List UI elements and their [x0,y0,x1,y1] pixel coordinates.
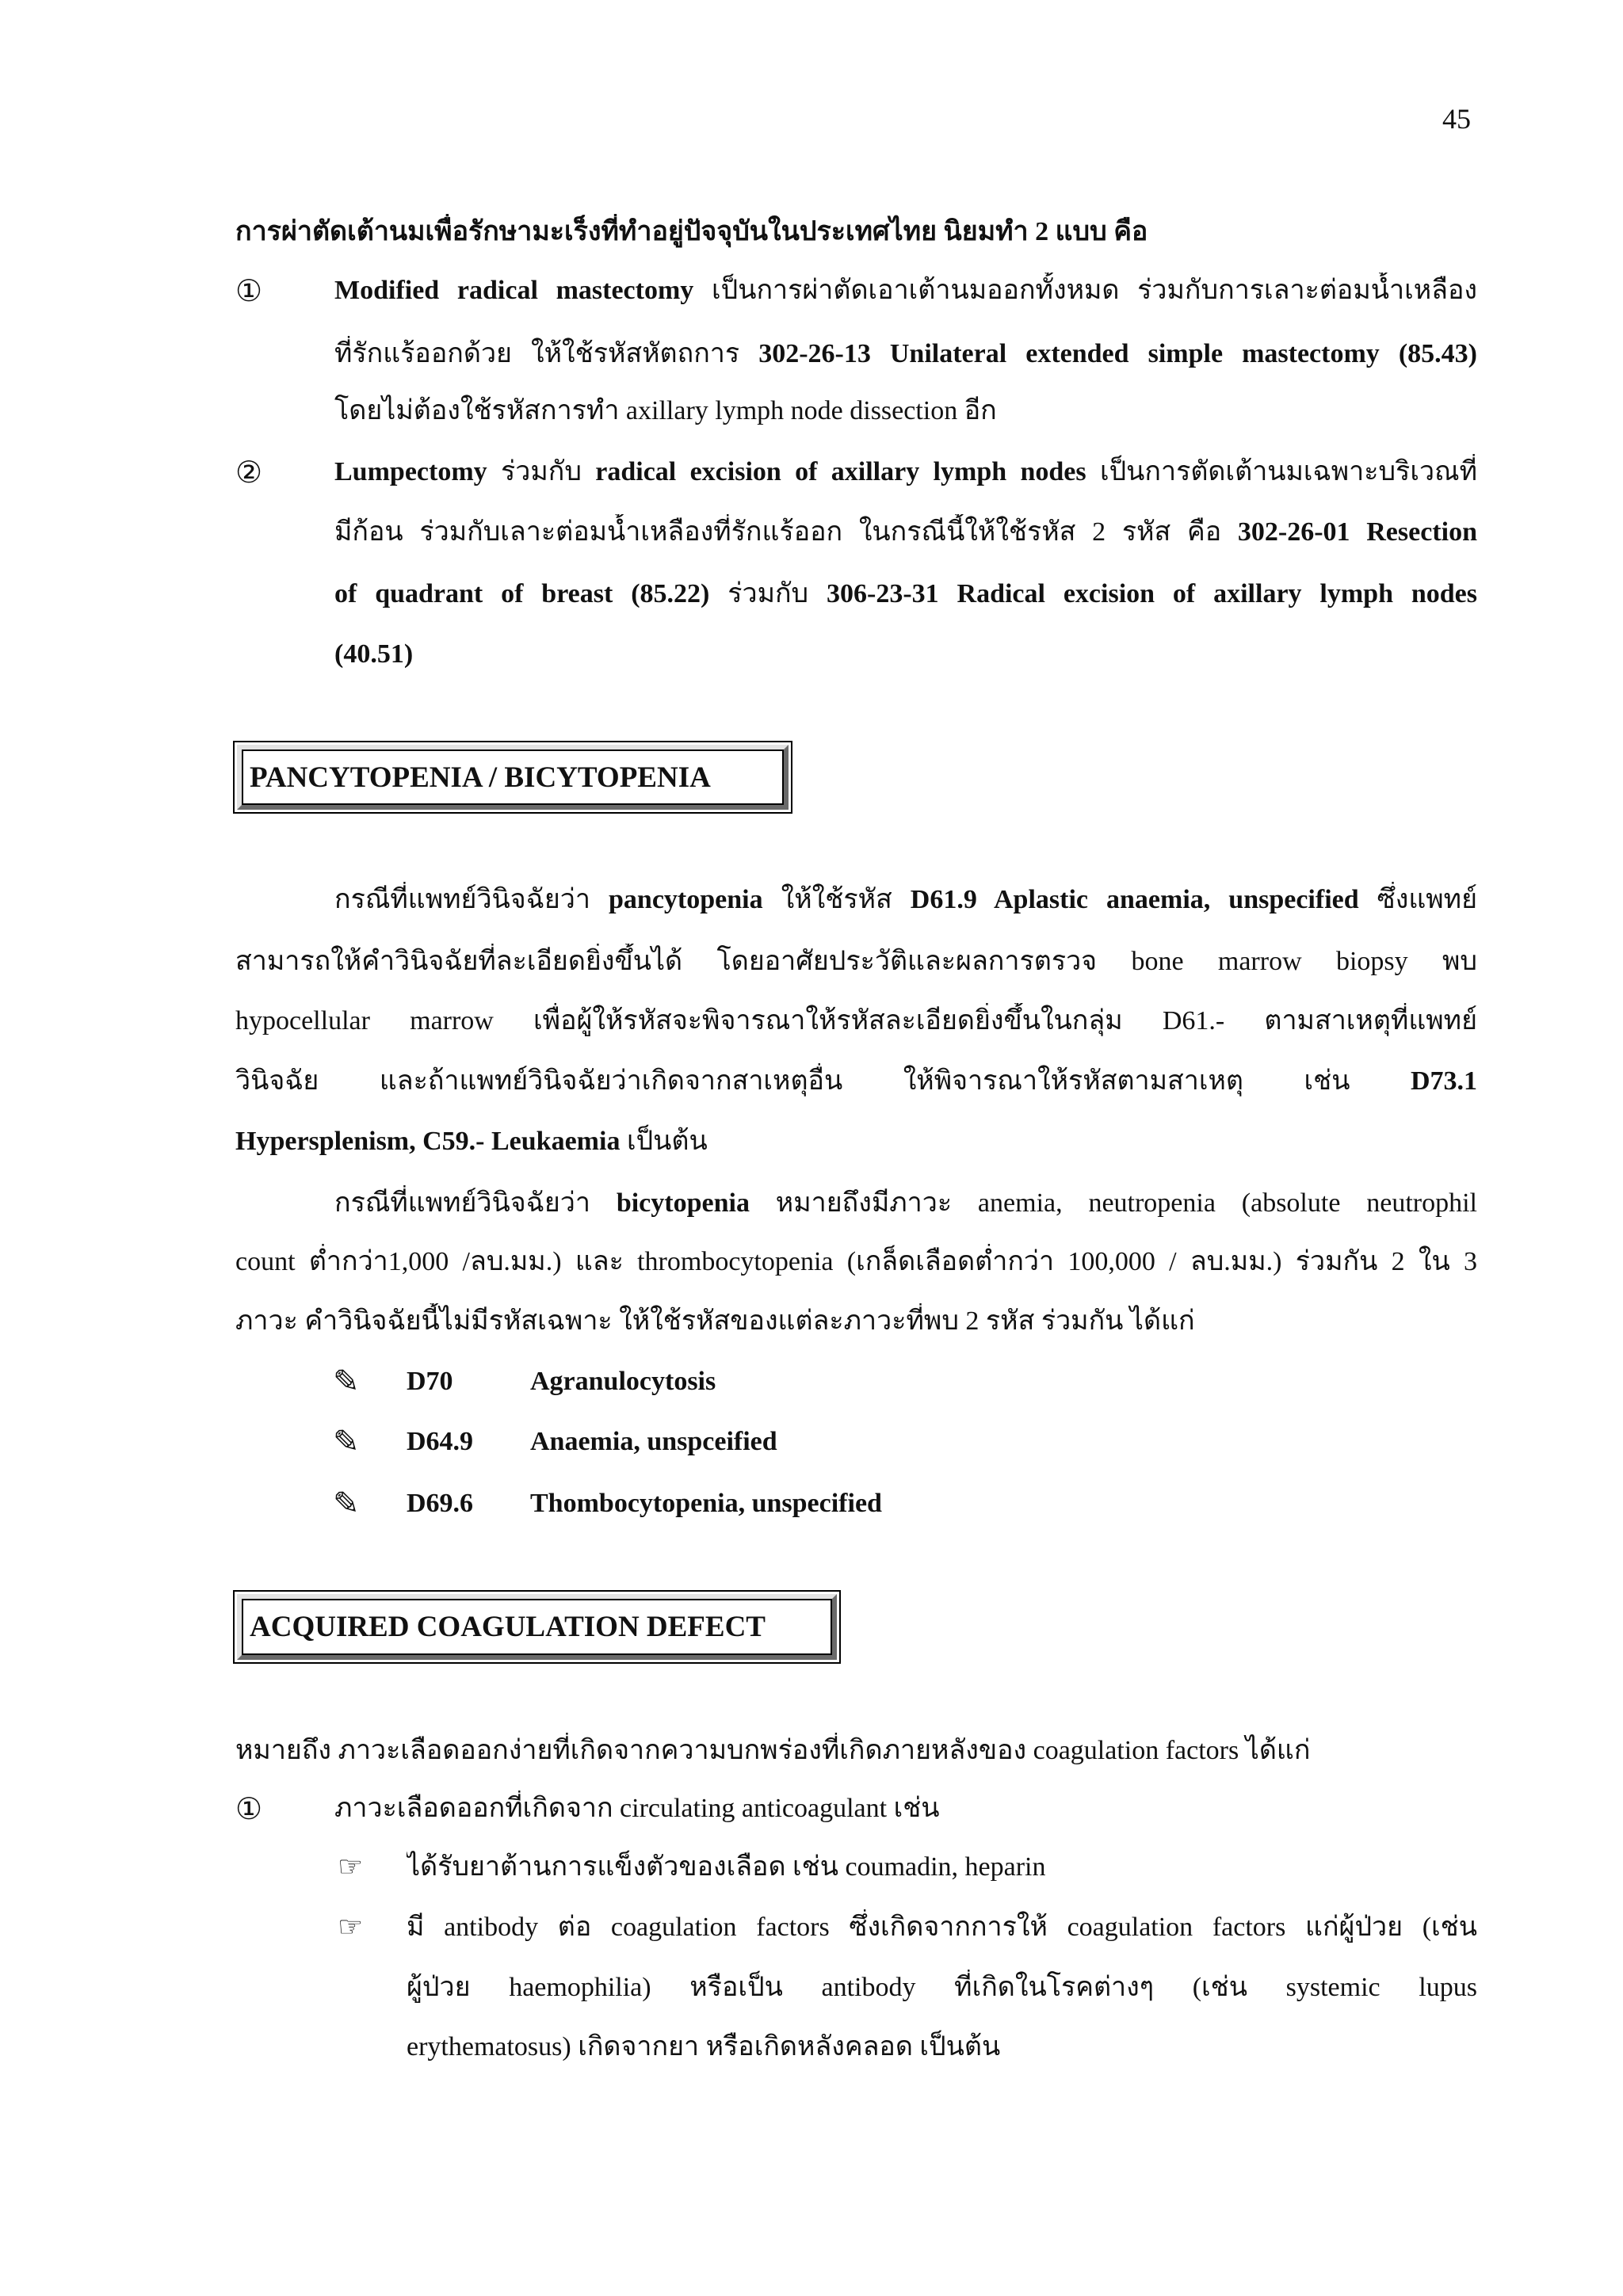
circled-number-2-marker: ② [235,455,263,490]
cause-item-line: ภาวะเลือดออกที่เกิดจาก circulating anticoagulant เช่น [334,1794,940,1823]
procedure-item-2-line [334,514,1477,551]
text-run: เป็นต้น [620,1127,708,1156]
paragraph-line [235,944,1477,980]
circled-number-1-marker: ① [235,273,263,308]
diagnosis-code: D69.6 [407,1489,474,1518]
section-title: PANCYTOPENIA / BICYTOPENIA [250,761,711,794]
text-run: กรณีที่แพทย์วินิจฉัยว่า [334,1188,617,1218]
section-box-pancytopenia [233,741,792,814]
text-run: hypocellular marrow เพื่อผู้ให้รหัสจะพิจารณาให้รหัสละเอียดยิ่งขึ้นในกลุ่ม D61.- ตามสาเหตุที่แพทย์ [235,1006,1477,1035]
text-run: count ต่ำกว่า1,000 /ลบ.มม.) และ thrombocytopenia (เกล็ดเลือดต่ำกว่า 100,000 / ลบ.มม.) ร่วมกัน 2 ใน 3 [235,1247,1477,1276]
text-run: โดยไม่ต้องใช้รหัสการทำ axillary lymph node dissection อีก [334,396,997,425]
section-title: ACQUIRED COAGULATION DEFECT [250,1611,766,1643]
intro-heading: การผ่าตัดเต้านมเพื่อรักษามะเร็งที่ทำอยู่ปัจจุบันในประเทศไทย นิยมทำ 2 แบบ คือ [235,217,1148,246]
procedure-item-1-line [334,393,1477,429]
procedure-item-2-line [334,454,1477,490]
procedure-item-1-line [334,336,1477,372]
paragraph-line [334,1185,1477,1222]
bold-text-run: 302-26-01 Resection [1237,517,1477,547]
diagnosis-name: Agranulocytosis [530,1367,716,1396]
bold-text-run: Hypersplenism, C59.- Leukaemia [235,1127,621,1156]
pencil-icon: ✎ [333,1424,360,1460]
paragraph-line [235,1063,1477,1100]
diagnosis-code: D64.9 [407,1427,474,1456]
procedure-item-1-line [334,273,1477,309]
box-face [242,749,784,805]
bold-text-run: of quadrant of breast (85.22) [334,579,710,608]
bold-text-run: D73.1 [1410,1066,1477,1096]
pencil-icon: ✎ [333,1486,360,1522]
procedure-item-2-line [334,636,1477,673]
bold-text-run: (40.51) [334,639,414,669]
paragraph-line [235,1003,1477,1039]
text-run: erythematosus) เกิดจากยา หรือเกิดหลังคลอด เป็นต้น [407,2032,1001,2061]
text-run: มี antibody ต่อ coagulation factors ซึ่งเกิดจากการให้ coagulation factors แก่ผู้ป่วย (เช่น [407,1913,1477,1942]
box-bevel-frame [237,1594,837,1660]
bold-text-run: 302-26-13 Unilateral extended simple mastectomy (85.43) [758,339,1477,368]
paragraph-line [235,1303,1477,1340]
diagnosis-name: Anaemia, unspceified [530,1427,777,1456]
diagnosis-name: Thombocytopenia, unspecified [530,1489,882,1518]
bold-text-run: bicytopenia [616,1188,750,1218]
bold-text-run: 306-23-31 Radical excision of axillary lymph nodes [827,579,1477,608]
pointing-hand-icon: ☞ [338,1851,364,1883]
pointing-hand-icon: ☞ [338,1911,364,1943]
procedure-item-2-line [334,576,1477,612]
bold-text-run: Lumpectomy [334,457,487,486]
text-run: ผู้ป่วย haemophilia) หรือเป็น antibody ที่เกิดในโรคต่างๆ (เช่น systemic lupus [407,1973,1477,2002]
diagnosis-code: D70 [407,1367,453,1396]
text-run: เป็นการตัดเต้านมเฉพาะบริเวณที่ [1086,457,1477,486]
text-run: เป็นการผ่าตัดเอาเต้านมออกทั้งหมด ร่วมกับการเลาะต่อมน้ำเหลือง [693,276,1477,305]
text-run: ภาวะ คำวินิจฉัยนี้ไม่มีรหัสเฉพาะ ให้ใช้รหัสของแต่ละภาวะที่พบ 2 รหัส ร่วมกัน ได้แก่ [235,1306,1195,1336]
box-face [242,1599,832,1655]
bold-text-run: radical excision of axillary lymph nodes [595,457,1086,486]
pencil-icon: ✎ [333,1363,360,1400]
text-run: หมายถึงมีภาวะ anemia, neutropenia (absolute neutrophil [749,1188,1477,1218]
text-run: กรณีที่แพทย์วินิจฉัยว่า [334,885,609,914]
paragraph-line [235,1244,1477,1280]
text-run: ให้ใช้รหัส [762,885,911,914]
section-box-coagulation [233,1590,841,1664]
sub-item-line [407,2029,1477,2065]
sub-item-line [407,1909,1477,1946]
text-run: มีก้อน ร่วมกับเลาะต่อมน้ำเหลืองที่รักแร้ออก ในกรณีนี้ให้ใช้รหัส 2 รหัส คือ [334,517,1238,547]
text-run: ร่วมกับ [709,579,827,608]
bold-text-run: pancytopenia [609,885,763,914]
text-run: ได้รับยาต้านการแข็งตัวของเลือด เช่น coumadin, heparin [407,1852,1046,1882]
definition-line: หมายถึง ภาวะเลือดออกง่ายที่เกิดจากความบกพร่องที่เกิดภายหลังของ coagulation factors ได้แก่ [235,1736,1311,1765]
text-run: ซึ่งแพทย์ [1358,885,1477,914]
paragraph-line [235,1123,1477,1160]
sub-item-line [407,1849,1477,1886]
text-run: ที่รักแร้ออกด้วย ให้ใช้รหัสหัตถการ [334,339,759,368]
bold-text-run: D61.9 Aplastic anaemia, unspecified [910,885,1359,914]
text-run: วินิจฉัย และถ้าแพทย์วินิจฉัยว่าเกิดจากสาเหตุอื่น ให้พิจารณาให้รหัสตามสาเหตุ เช่น [235,1066,1411,1096]
sub-item-line [407,1970,1477,2006]
bold-text-run: Modified radical mastectomy [334,276,694,305]
text-run: ร่วมกับ [487,457,596,486]
circled-number-1-marker: ① [235,1791,263,1826]
page-number: 45 [1442,103,1471,135]
text-run: สามารถให้คำวินิจฉัยที่ละเอียดยิ่งขึ้นได้ โดยอาศัยประวัติและผลการตรวจ bone marrow biopsy พบ [235,947,1477,976]
paragraph-line [334,882,1477,918]
box-bevel-frame [237,745,789,810]
